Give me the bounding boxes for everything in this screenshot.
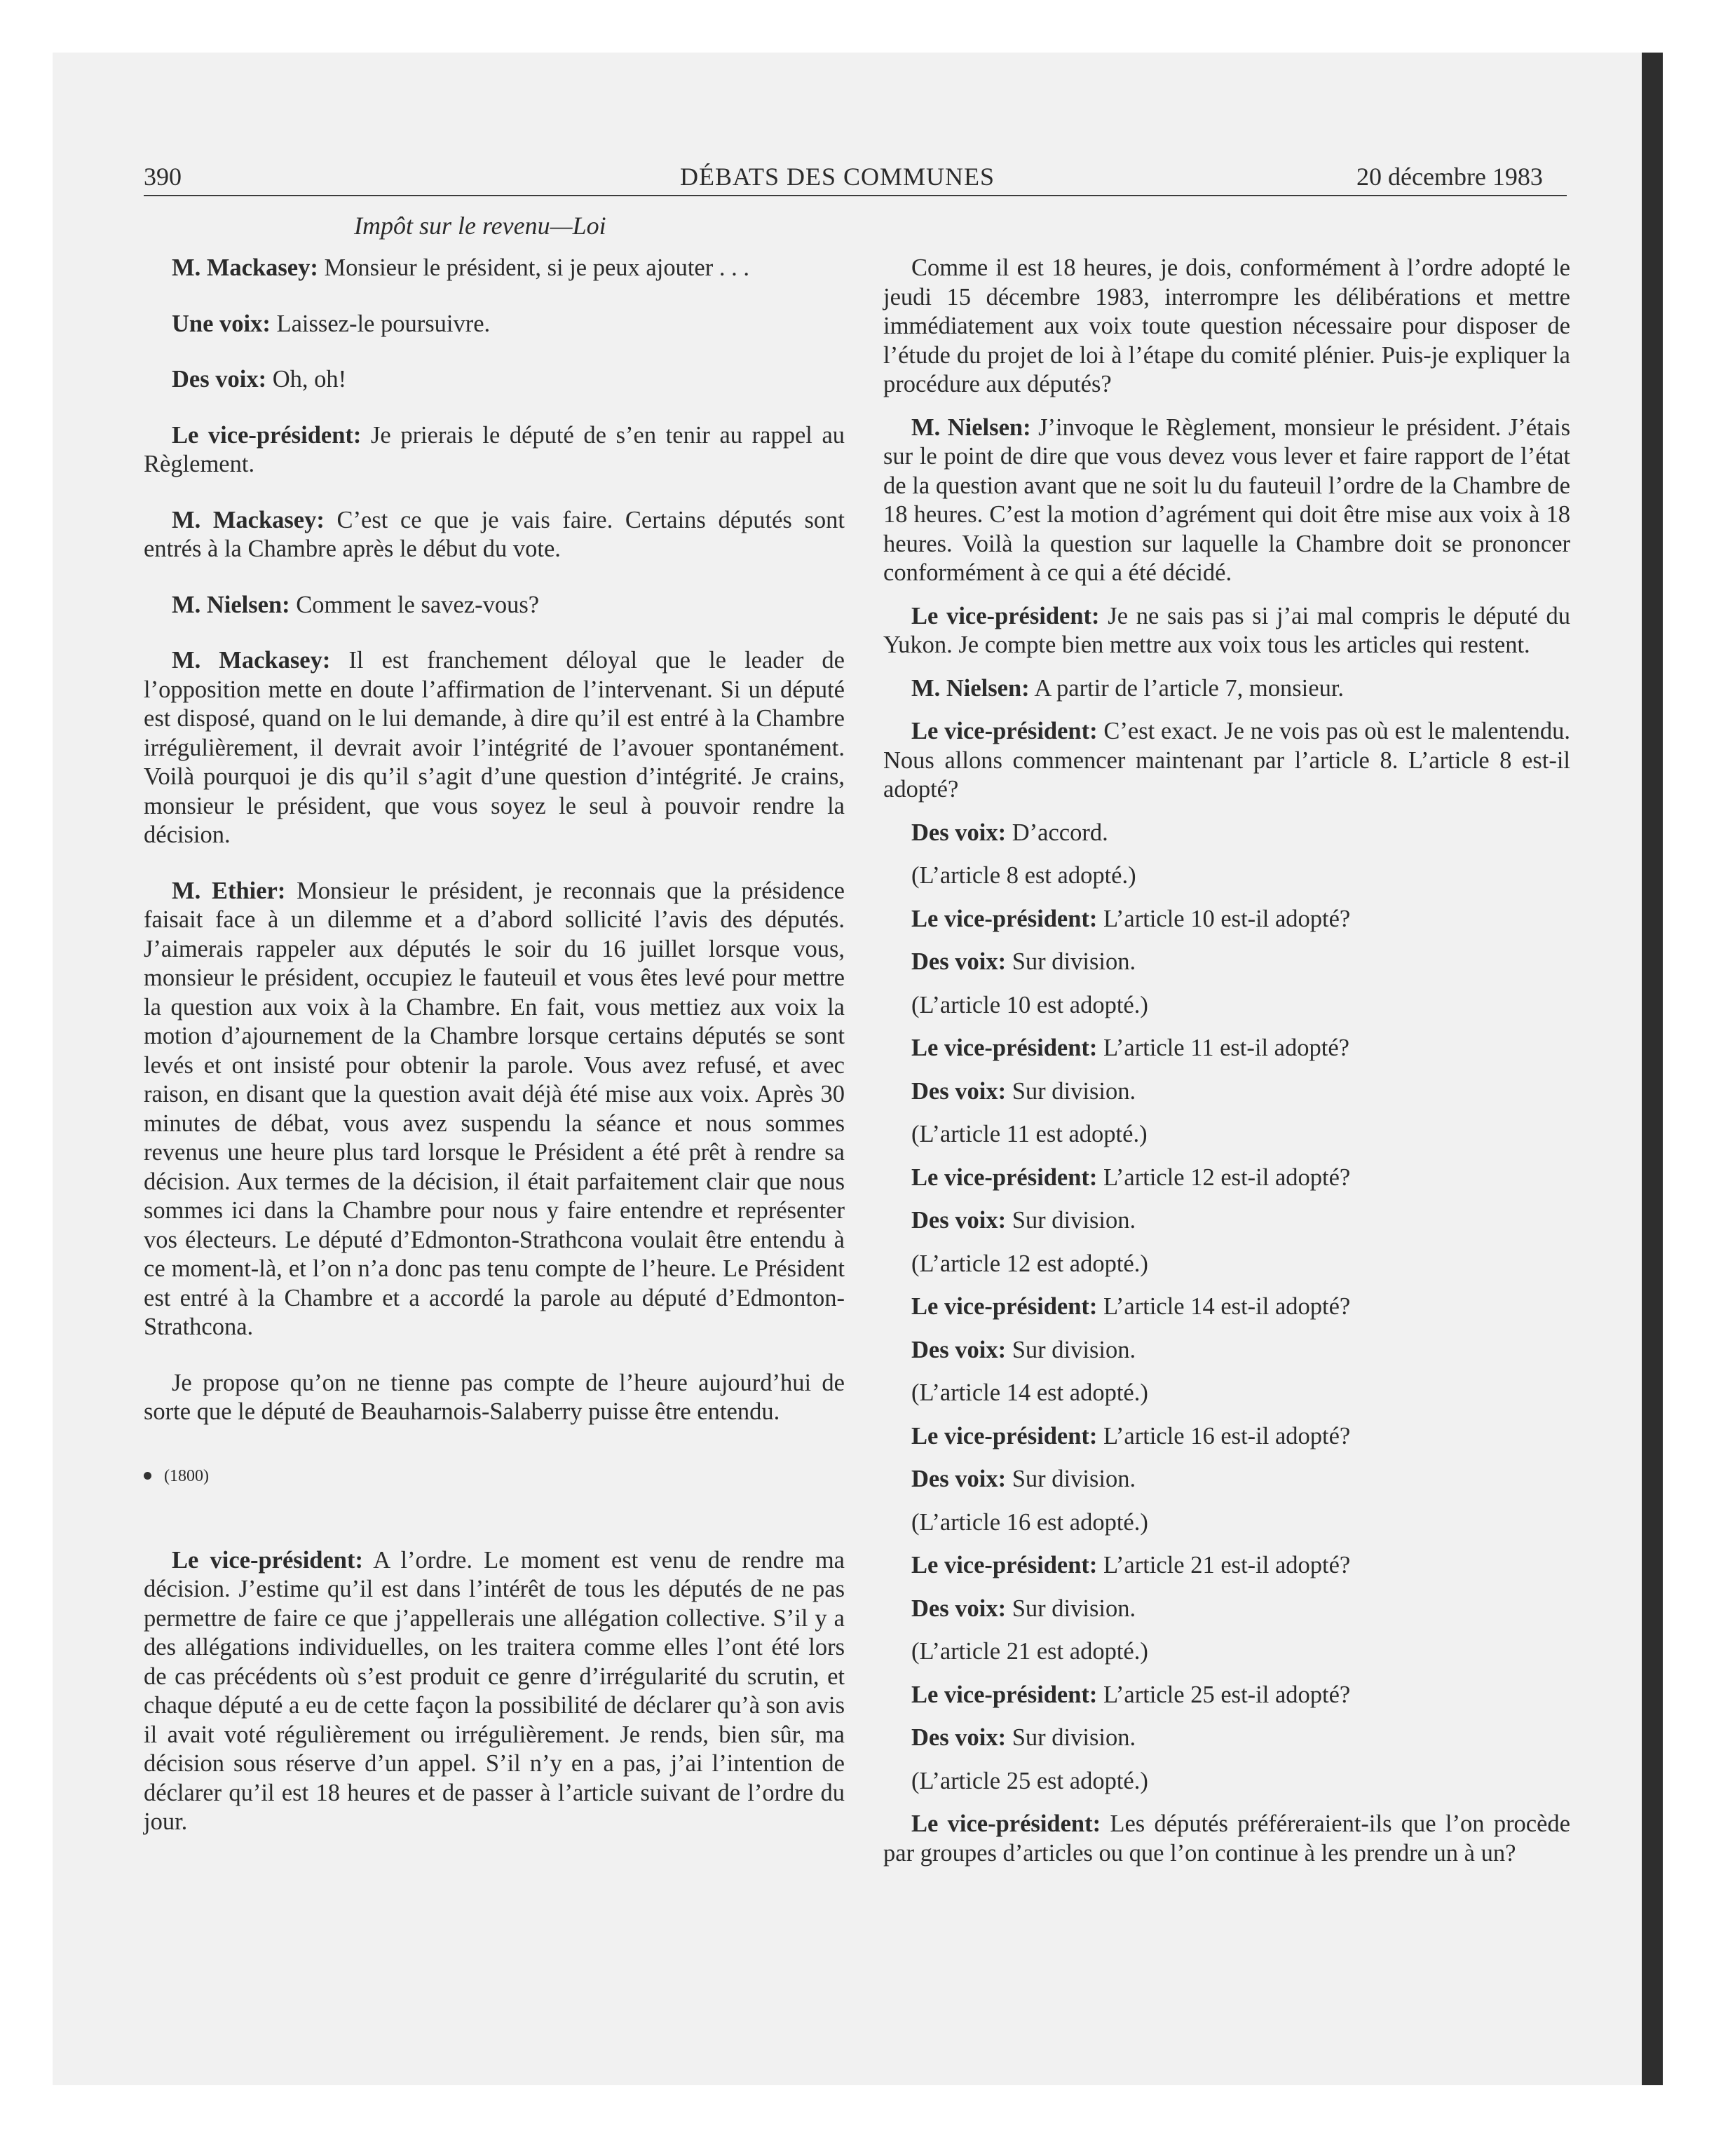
paragraph-text: L’article 12 est-il adopté? [1103,1164,1351,1191]
paragraph-text: Les députés préféreraient-ils que l’on procède par groupes d’articles ou que l’on continue à les prendre un à un? [883,1810,1570,1867]
speaker-name: Des voix: [911,1595,1007,1622]
paragraph-text: (L’article 8 est adopté.) [911,862,1136,889]
debate-paragraph [144,646,845,850]
debate-paragraph [144,877,845,1342]
debate-paragraph [883,1379,1570,1408]
paragraph-text: L’article 25 est-il adopté? [1103,1681,1351,1708]
debate-paragraph [883,1034,1570,1063]
paragraph-text: (L’article 11 est adopté.) [911,1121,1148,1147]
speaker-name: Le vice-président: [911,1035,1098,1061]
speaker-name: Le vice-président: [911,1422,1098,1449]
debate-paragraph [883,1767,1570,1796]
paragraph-text: L’article 21 est-il adopté? [1103,1552,1351,1578]
paragraph-text: (L’article 14 est adopté.) [911,1379,1148,1406]
paragraph-text: (L’article 25 est adopté.) [911,1767,1148,1794]
paragraph-text: Monsieur le président, si je peux ajouter . . . [324,254,749,281]
paragraph-text: (L’article 21 est adopté.) [911,1638,1148,1665]
debate-paragraph [144,365,845,395]
speaker-name: Des voix: [911,1336,1007,1363]
speaker-name: Le vice-président: [911,1164,1098,1191]
speaker-name: Le vice-président: [911,905,1098,932]
paragraph-text: Sur division. [1012,1724,1136,1751]
paragraph-text: Oh, oh! [272,366,347,393]
debate-paragraph [144,421,845,479]
paragraph-text: A partir de l’article 7, monsieur. [1034,674,1345,702]
debate-paragraph [883,414,1570,588]
speaker-name: M. Nielsen: [911,414,1031,441]
debate-paragraph [883,948,1570,977]
paragraph-text: Sur division. [1012,1466,1136,1492]
debate-paragraph [883,1810,1570,1868]
paragraph-text: (L’article 16 est adopté.) [911,1508,1148,1536]
debate-paragraph [883,1681,1570,1710]
debate-paragraph [883,1551,1570,1581]
paragraph-text: Laissez-le poursuivre. [276,310,491,337]
debate-paragraph [883,1250,1570,1279]
debate-paragraph [883,1724,1570,1753]
speaker-name: Le vice-président: [172,1546,363,1574]
speaker-name: Le vice-président: [911,718,1098,744]
paragraph-text: (L’article 12 est adopté.) [911,1250,1148,1277]
debate-paragraph [883,674,1570,704]
paragraph-text: Comment le savez-vous? [296,591,540,618]
speaker-name: Des voix: [911,1466,1007,1492]
subject-heading: Impôt sur le revenu—Loi [354,212,606,240]
speaker-name: M. Mackasey: [172,647,331,674]
speaker-name: Le vice-président: [911,1681,1098,1708]
speaker-name: Le vice-président: [911,602,1100,629]
paragraph-text: Sur division. [1012,1595,1136,1622]
debate-paragraph [883,1508,1570,1538]
paragraph-text: Sur division. [1012,1077,1136,1105]
debate-paragraph [883,1465,1570,1494]
debate-paragraph [144,506,845,564]
speaker-name: Des voix: [911,1077,1007,1105]
speaker-name: Des voix: [911,948,1007,975]
paragraph-text: Monsieur le président, je reconnais que la présidence faisait face à un dilemme et a d’abord sollicité l’avis des députés. J’aimerais rappeler aux députés le soir du 16 juillet lorsque vous, monsieur le président, occupiez le fauteuil et vous êtes levé pour mettre la question aux voix à la Chambre. En fait, vous mettiez aux voix la motion d’ajournement de la Chambre lorsque certains députés se sont levés et ont insisté pour obtenir la parole. Vous avez refusé, et avec raison, en disant que la question avait déjà été mise aux voix. Après 30 minutes de débat, vous avez suspendu la séance et nous sommes revenus une heure plus tard lorsque le Président a été prêt à rendre sa décision. Aux termes de la décision, il était parfaitement clair que nous sommes ici dans la Chambre pour nous y faire entendre et représenter vos électeurs. Le député d’Edmonton-Strathcona voulait être entendu à ce moment-là, et l’on n’a donc pas tenu compte de l’heure. Le Président est entré à la Chambre et a accordé la parole au député d’Edmonton-Strathcona. [144,877,845,1340]
paragraph-text: Je prierais le député de s’en tenir au rappel au Règlement. [144,421,845,477]
debate-paragraph [883,861,1570,891]
paragraph-text: D’accord. [1012,819,1108,846]
debate-paragraph [883,602,1570,660]
speaker-name: Des voix: [911,819,1007,846]
debate-paragraph [883,1077,1570,1107]
bullet-icon [144,1472,151,1480]
time-marker [144,1466,845,1487]
debate-paragraph [883,905,1570,934]
page-number: 390 [144,163,182,191]
paragraph-text: C’est ce que je vais faire. Certains députés sont entrés à la Chambre après le début du vote. [144,506,845,562]
paragraph-text: C’est exact. Je ne vois pas où est le malentendu. Nous allons commencer maintenant par l’article 8. L’article 8 est-il adopté? [883,718,1570,803]
speaker-name: M. Nielsen: [172,591,290,618]
scan-edge [1642,53,1663,2085]
speaker-name: Des voix: [172,366,267,393]
debate-paragraph [144,591,845,620]
debate-paragraph [883,1336,1570,1365]
debate-paragraph [883,1292,1570,1322]
debate-paragraph [883,1164,1570,1193]
paragraph-text: L’article 10 est-il adopté? [1103,905,1351,932]
paragraph-text: Sur division. [1012,948,1136,975]
paragraph-text: Je propose qu’on ne tienne pas compte de l’heure aujourd’hui de sorte que le député de Beauharnois-Salaberry puisse être entendu. [144,1369,845,1425]
time-marker-text: (1800) [164,1466,209,1485]
issue-date: 20 décembre 1983 [1356,163,1543,191]
left-column [144,254,845,1864]
paragraph-text: Comme il est 18 heures, je dois, conformément à l’ordre adopté le jeudi 15 décembre 1983, interrompre les délibérations et mettre immédiatement aux voix toute question nécessaire pour disposer de l’étude du projet de loi à l’étape du comité plénier. Puis-je expliquer la procédure aux députés? [883,254,1570,397]
speaker-name: Le vice-président: [172,421,362,449]
debate-paragraph [883,717,1570,805]
paragraph-text: (L’article 10 est adopté.) [911,991,1148,1018]
debate-paragraph [883,1637,1570,1667]
header-rule [144,195,1567,196]
right-column-body [883,254,1570,1868]
paragraph-text: L’article 11 est-il adopté? [1103,1035,1349,1061]
speaker-name: Le vice-président: [911,1552,1098,1578]
debate-paragraph [144,254,845,283]
speaker-name: Une voix: [172,310,271,337]
speaker-name: M. Ethier: [172,877,286,904]
debate-paragraph [883,1206,1570,1236]
debate-paragraph [883,254,1570,400]
debate-paragraph [144,1546,845,1837]
paragraph-text: Il est franchement déloyal que le leader de l’opposition mette en doute l’affirmation de l’intervenant. Si un député est disposé, quand on le lui demande, à dire qu’il est entré à la Chambre irrégulièrement, il devrait avoir l’intégrité de l’avouer spontanément. Voilà pourquoi je dis qu’il s’agit d’une question d’intégrité. Je crains, monsieur le président, que vous soyez le seul à pouvoir rendre la décision. [144,647,845,848]
left-column-after [144,1546,845,1837]
debate-paragraph [883,819,1570,848]
speaker-name: Le vice-président: [911,1293,1098,1320]
paragraph-text: L’article 16 est-il adopté? [1103,1422,1351,1449]
speaker-name: M. Nielsen: [911,674,1030,702]
paragraph-text: J’invoque le Règlement, monsieur le président. J’étais sur le point de dire que vous devez vous lever et faire rapport de l’état de la question avant que ne soit lu du fauteuil l’ordre de la Chambre de 18 heures. C’est la motion d’agrément qui doit être mise aux voix à 18 heures. Voilà la question sur laquelle la Chambre doit se prononcer conformément à ce qui a été décidé. [883,414,1571,586]
speaker-name: Le vice-président: [911,1810,1101,1837]
speaker-name: Des voix: [911,1724,1007,1751]
right-column [883,254,1570,1882]
speaker-name: M. Mackasey: [172,506,325,533]
running-title: DÉBATS DES COMMUNES [680,163,995,191]
paragraph-text: Je ne sais pas si j’ai mal compris le député du Yukon. Je compte bien mettre aux voix tous les articles qui restent. [883,602,1571,658]
debate-paragraph [883,1120,1570,1149]
debate-paragraph [883,1595,1570,1624]
speaker-name: M. Mackasey: [172,254,318,281]
paragraph-text: L’article 14 est-il adopté? [1103,1293,1351,1320]
left-column-before [144,254,845,1427]
speaker-name: Des voix: [911,1207,1007,1234]
debate-paragraph [144,310,845,339]
paragraph-text: Sur division. [1012,1207,1136,1234]
debate-paragraph [883,991,1570,1021]
paragraph-text: A l’ordre. Le moment est venu de rendre ma décision. J’estime qu’il est dans l’intérêt de tous les députés de ne pas permettre de faire ce que j’appellerais une allégation collective. S’il y a des allégations individuelles, on les traitera comme elles l’ont été lors de cas précédents où s’est produit ce genre d’irrégularité du scrutin, et chaque député a eu de cette façon la possibilité de déclarer qu’à son avis il avait voté régulièrement ou irrégulièrement. Je rends, bien sûr, ma décision sous réserve d’un appel. S’il n’y en a pas, j’ai l’intention de déclarer qu’il est 18 heures et de passer à l’article suivant de l’ordre du jour. [144,1546,845,1835]
debate-paragraph [144,1369,845,1427]
debate-paragraph [883,1422,1570,1452]
paragraph-text: Sur division. [1012,1336,1136,1363]
